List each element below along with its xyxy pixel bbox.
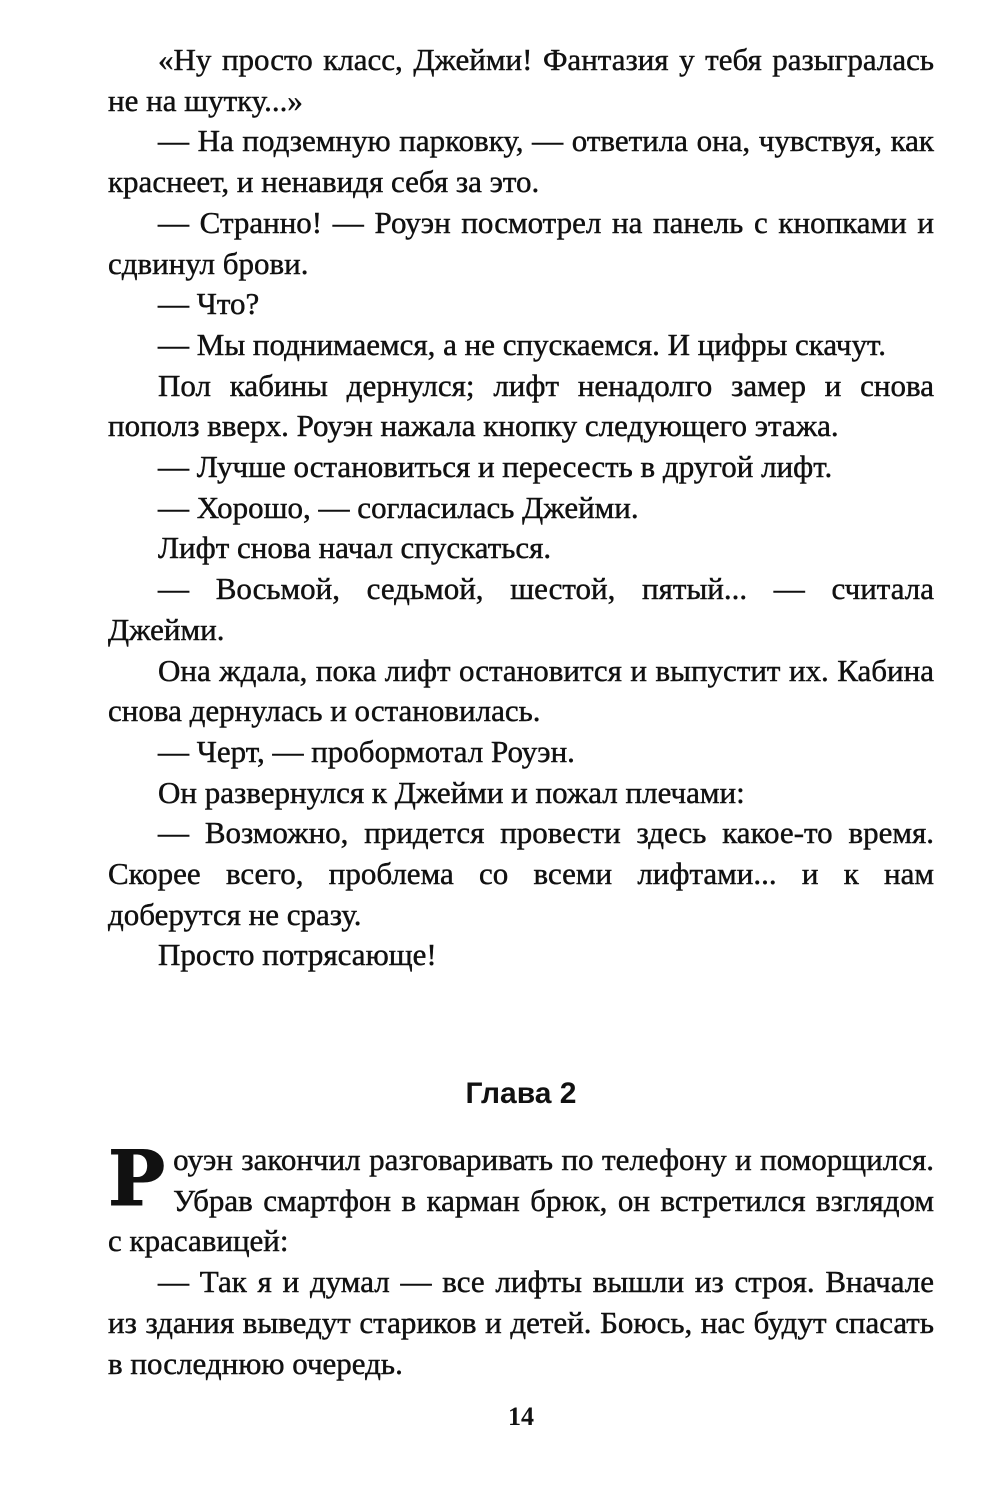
paragraph: — На подземную парковку, — ответила она, чувствуя, как краснеет, и ненавидя себя за это.: [108, 123, 934, 200]
paragraph: — Мы поднимаемся, а не спускаемся. И цифры скачут.: [158, 326, 886, 362]
paragraph: Просто потрясающе!: [158, 937, 437, 973]
paragraph: Пол кабины дернулся; лифт ненадолго замер и снова пополз вверх. Роуэн нажала кнопку следующего этажа.: [108, 367, 934, 444]
chapter-first-paragraph: [108, 1134, 934, 1262]
page-number: 14: [508, 1402, 534, 1431]
paragraph: — Хорошо, — согласилась Джейми.: [158, 489, 639, 525]
page-text-top: [108, 40, 934, 976]
paragraph: Лифт снова начал спускаться.: [158, 530, 552, 566]
chapter-body: [108, 1134, 934, 1384]
chapter-heading: Глава 2: [465, 1077, 577, 1110]
paragraph: «Ну просто класс, Джейми! Фантазия у тебя разыгралась не на шутку...»: [108, 42, 934, 118]
paragraph: — Возможно, придется провести здесь какое-то время. Скорее всего, проблема со всеми лифтами... и к нам доберутся не сразу.: [108, 815, 934, 932]
drop-cap: Р: [108, 1134, 166, 1223]
paragraph: Она ждала, пока лифт остановится и выпустит их. Кабина снова дернулась и остановилась.: [108, 652, 934, 729]
first-paragraph-text: оуэн закончил разговаривать по телефону и поморщился. Убрав смартфон в карман брюк, он встретился взглядом с красавицей:: [108, 1142, 934, 1259]
paragraph: Он развернулся к Джейми и пожал плечами:: [158, 774, 745, 810]
paragraph: — Лучше остановиться и пересесть в другой лифт.: [158, 449, 833, 485]
paragraph: — Что?: [158, 286, 260, 322]
paragraph: — Восьмой, седьмой, шестой, пятый... — считала Джейми.: [108, 571, 934, 647]
paragraph: — Так я и думал — все лифты вышли из строя. Вначале из здания выведут стариков и детей. Боюсь, нас будут спасать в последнюю очередь.: [108, 1264, 934, 1381]
paragraph: — Странно! — Роуэн посмотрел на панель с кнопками и сдвинул брови.: [108, 204, 934, 281]
paragraph: — Черт, — пробормотал Роуэн.: [158, 733, 575, 769]
